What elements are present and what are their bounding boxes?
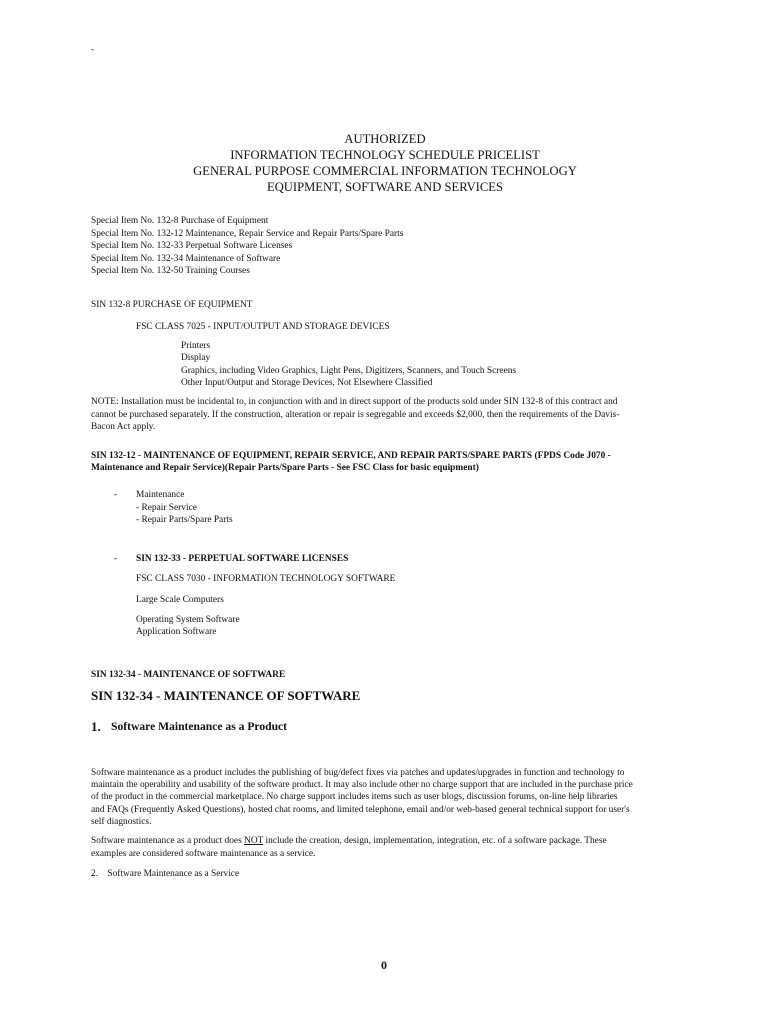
equipment-item: Display [181, 353, 211, 363]
software-item: Operating System Software [136, 615, 240, 625]
special-item: Special Item No. 132-50 Training Courses [91, 266, 250, 276]
note-line: Bacon Act apply. [91, 422, 156, 432]
sin-132-12-heading: Maintenance and Repair Service)(Repair Parts/Spare Parts - See FSC Class for basic equipment) [91, 463, 479, 473]
maintenance-item: - Repair Service [136, 503, 197, 513]
sin-132-12-heading: SIN 132-12 - MAINTENANCE OF EQUIPMENT, REPAIR SERVICE, AND REPAIR PARTS/SPARE PARTS (FPDS Code J070 - [91, 451, 611, 461]
large-scale-computers: Large Scale Computers [136, 595, 224, 605]
special-item: Special Item No. 132-12 Maintenance, Repair Service and Repair Parts/Spare Parts [91, 229, 404, 239]
fsc-7030: FSC CLASS 7030 - INFORMATION TECHNOLOGY SOFTWARE [136, 574, 396, 584]
bullet-dash: - [114, 490, 118, 500]
sin-132-33-heading: SIN 132-33 - PERPETUAL SOFTWARE LICENSES [136, 554, 349, 564]
paragraph-line: and FAQs (Frequently Asked Questions), hosted chat rooms, and limited telephone, email and/or web-based general technical support for user's [91, 805, 630, 815]
sin-132-8-heading: SIN 132-8 PURCHASE OF EQUIPMENT [91, 300, 253, 310]
software-item: Application Software [136, 627, 217, 637]
maintenance-item: Maintenance [136, 490, 185, 500]
note-line: cannot be purchased separately. If the construction, alteration or repair is segregable and exceeds $2,000, then the requirements of the Davis- [91, 410, 620, 420]
equipment-item: Graphics, including Video Graphics, Light Pens, Digitizers, Scanners, and Touch Screens [181, 366, 517, 376]
special-item: Special Item No. 132-33 Perpetual Software Licenses [91, 241, 293, 251]
section-2-heading: 2. Software Maintenance as a Service [91, 869, 240, 879]
paragraph-line: Software maintenance as a product includes the publishing of bug/defect fixes via patches and updates/upgrades in function and technology to [91, 768, 625, 778]
title-line-3: GENERAL PURPOSE COMMERCIAL INFORMATION TECHNOLOGY [193, 164, 577, 178]
special-item: Special Item No. 132-34 Maintenance of Software [91, 254, 281, 264]
title-line-2: INFORMATION TECHNOLOGY SCHEDULE PRICELIST [230, 148, 540, 162]
title-line-4: EQUIPMENT, SOFTWARE AND SERVICES [267, 180, 503, 194]
paragraph-2-line-2: examples are considered software maintenance as a service. [91, 849, 316, 859]
paragraph-2-line-1 [91, 835, 607, 848]
section-1-number: 1. [91, 719, 101, 734]
paragraph-line: of the product in the commercial marketplace. No charge support includes items such as user blogs, discussion forums, on-line help libraries [91, 792, 618, 802]
para2-not: NOT [244, 836, 264, 846]
para2-after: include the creation, design, implementation, integration, etc. of a software package. These [263, 836, 607, 846]
page-number: 0 [381, 958, 387, 972]
paragraph-line: self diagnostics. [91, 817, 152, 827]
paragraph-line: maintain the operability and usability of the software product. It may also include other no charge support that are included in the purchase price [91, 780, 633, 790]
equipment-item: Printers [181, 341, 211, 351]
maintenance-item: - Repair Parts/Spare Parts [136, 515, 233, 525]
equipment-item: Other Input/Output and Storage Devices, Not Elsewhere Classified [181, 378, 433, 388]
fsc-7025: FSC CLASS 7025 - INPUT/OUTPUT AND STORAGE DEVICES [136, 322, 390, 332]
section-1-title: Software Maintenance as a Product [111, 720, 288, 733]
top-mark: - [91, 45, 95, 55]
para2-before: Software maintenance as a product does [91, 836, 245, 846]
note-line: NOTE: Installation must be incidental to, in conjunction with and in direct support of the products sold under SIN 132-8 of this contract and [91, 397, 618, 407]
bullet-dash: - [114, 554, 118, 564]
special-item: Special Item No. 132-8 Purchase of Equipment [91, 216, 269, 226]
sin-132-34-heading-large: SIN 132-34 - MAINTENANCE OF SOFTWARE [91, 688, 361, 703]
sin-132-34-heading-small: SIN 132-34 - MAINTENANCE OF SOFTWARE [91, 670, 286, 680]
title-line-1: AUTHORIZED [344, 132, 426, 146]
